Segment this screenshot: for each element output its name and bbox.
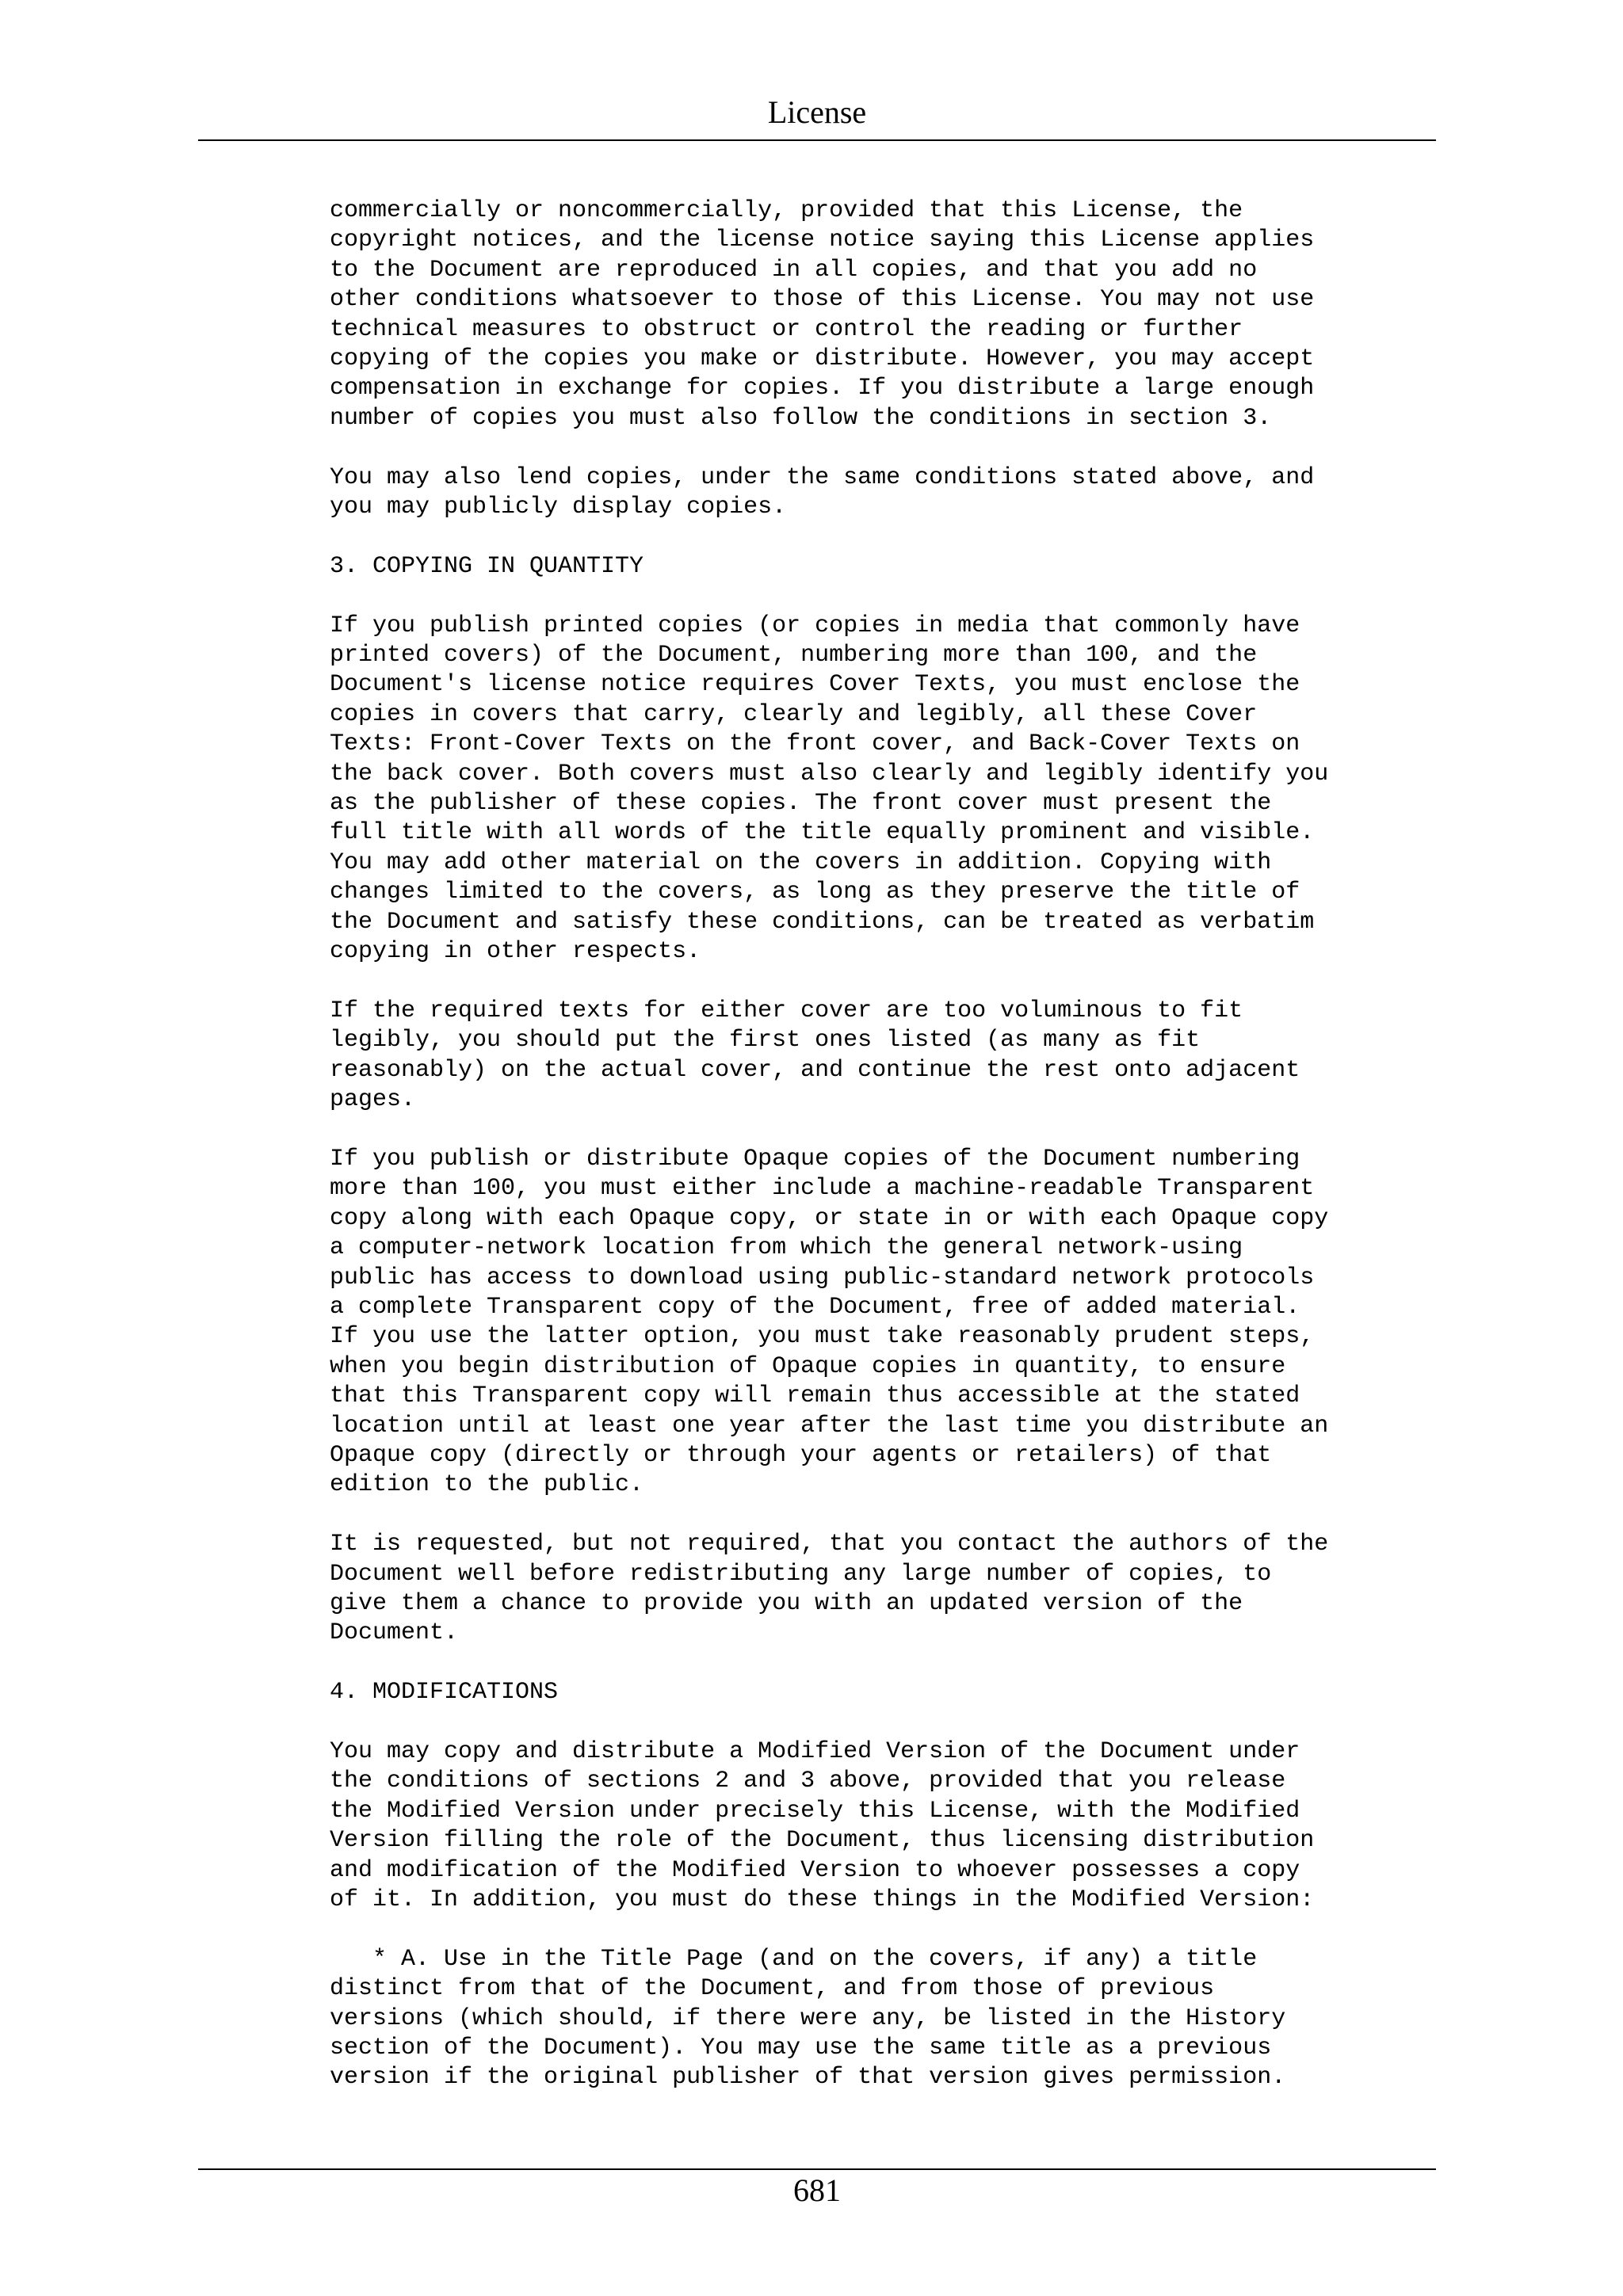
license-text-body xyxy=(330,196,1439,2122)
paragraph-voluminous-texts: If the required texts for either cover are too voluminous to fit legibly, you should put the first ones listed (as many as fit reasonably) on the actual cover, and continue the rest onto adjacent pages. xyxy=(330,997,1300,1114)
paragraph-contact-authors: It is requested, but not required, that you contact the authors of the Document well before redistributing any large number of copies, to give them a chance to provide you with an updated version of the Document. xyxy=(330,1531,1329,1647)
section-heading-copying-in-quantity: 3. COPYING IN QUANTITY xyxy=(330,552,644,580)
page-footer xyxy=(198,2168,1436,2210)
paragraph-lend-copies: You may also lend copies, under the same conditions stated above, and you may publicly display copies. xyxy=(330,463,1315,521)
paragraph-opaque-copies: If you publish or distribute Opaque copies of the Document numbering more than 100, you must either include a machine-readable Transparent copy along with each Opaque copy, or state in or with each Opaque copy a computer-network location from which the general network-using public has access to download using public-standard network protocols a complete Transparent copy of the Document, free of added material. If you use the latter option, you must take reasonably prudent steps, when you begin distribution of Opaque copies in quantity, to ensure that this Transparent copy will remain thus accessible at the stated location until at least one year after the last time you distribute an Opaque copy (directly or through your agents or retailers) of that edition to the public. xyxy=(330,1145,1329,1499)
page-header xyxy=(198,92,1436,141)
section-heading-modifications: 4. MODIFICATIONS xyxy=(330,1679,559,1707)
list-item-title-page: * A. Use in the Title Page (and on the covers, if any) a title distinct from that of the Document, and from those of previous versions (which should, if there were any, be listed in the History section of the Document). You may use the same title as a previous version if the original publisher of that version gives permission. xyxy=(330,1945,1286,2092)
running-header-title: License xyxy=(767,94,867,130)
paragraph-distribution-conditions: commercially or noncommercially, provided that this License, the copyright notices, and the license notice saying this License applies to the Document are reproduced in all copies, and that you add no other conditions whatsoever to those of this License. You may not use technical measures to obstruct or control the reading or further copying of the copies you make or distribute. However, you may accept compensation in exchange for copies. If you distribute a large enough number of copies you must also follow the conditions in section 3. xyxy=(330,197,1315,432)
paragraph-modified-version: You may copy and distribute a Modified Version of the Document under the conditions of sections 2 and 3 above, provided that you release the Modified Version under precisely this License, with the Modified Version filling the role of the Document, thus licensing distribution and modification of the Modified Version to whoever possesses a copy of it. In addition, you must do these things in the Modified Version: xyxy=(330,1738,1315,1914)
page-number: 681 xyxy=(793,2172,841,2208)
paragraph-printed-copies: If you publish printed copies (or copies in media that commonly have printed covers) of the Document, numbering more than 100, and the Document's license notice requires Cover Texts, you must enclose the copies in covers that carry, clearly and legibly, all these Cover Texts: Front-Cover Texts on the front cover, and Back-Cover Texts on the back cover. Both covers must also clearly and legibly identify you as the publisher of these copies. The front cover must present the full title with all words of the title equally prominent and visible. You may add other material on the covers in addition. Copying with changes limited to the covers, as long as they preserve the title of the Document and satisfy these conditions, can be treated as verbatim copying in other respects. xyxy=(330,612,1329,966)
